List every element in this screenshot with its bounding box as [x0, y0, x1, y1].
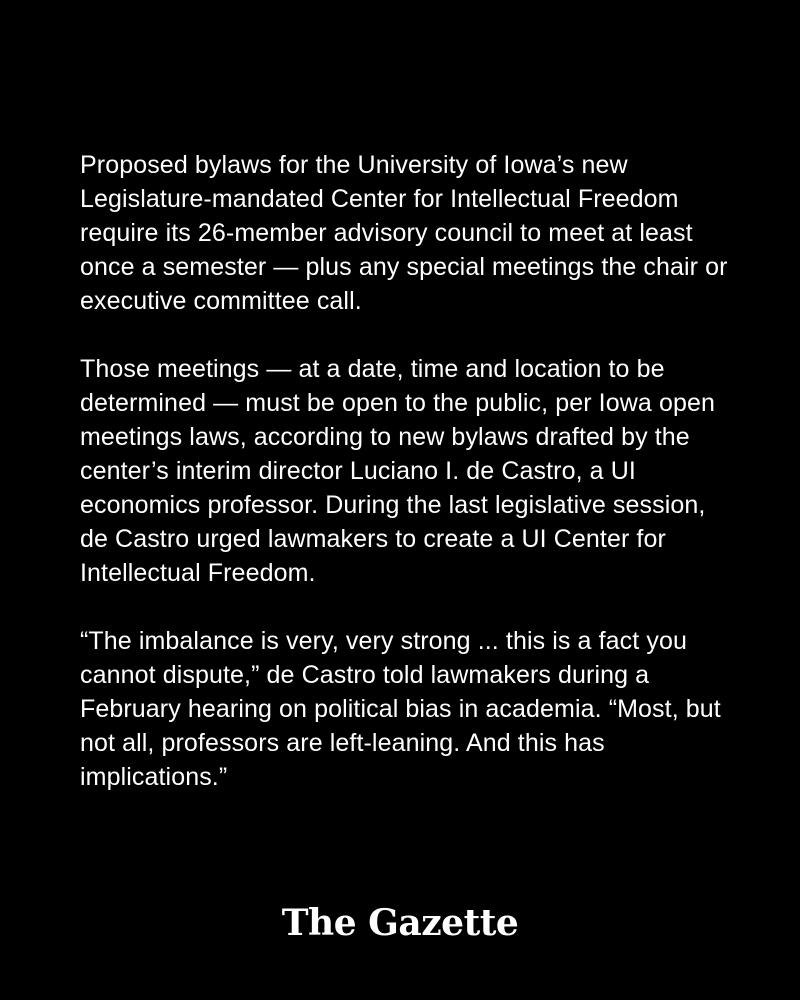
- article-body: [80, 148, 730, 794]
- paragraph-bylaws: Proposed bylaws for the University of Iowa’s new Legislature-mandated Center for Intellectual Freedom require its 26-member advisory council to meet at least once a semester — plus any special meetings the chair or executive committee call.: [80, 151, 728, 315]
- paragraph-quote: “The imbalance is very, very strong ... this is a fact you cannot dispute,” de Castro told lawmakers during a February hearing on political bias in academia. “Most, but not all, professors are left-leaning. And this has implications.”: [80, 627, 721, 791]
- gazette-logo: The Gazette: [281, 902, 519, 944]
- paragraph-open-meetings: Those meetings — at a date, time and location to be determined — must be open to the public, per Iowa open meetings laws, according to new bylaws drafted by the center’s interim director Luciano I. de Castro, a UI economics professor. During the last legislative session, de Castro urged lawmakers to create a UI Center for Intellectual Freedom.: [80, 355, 715, 587]
